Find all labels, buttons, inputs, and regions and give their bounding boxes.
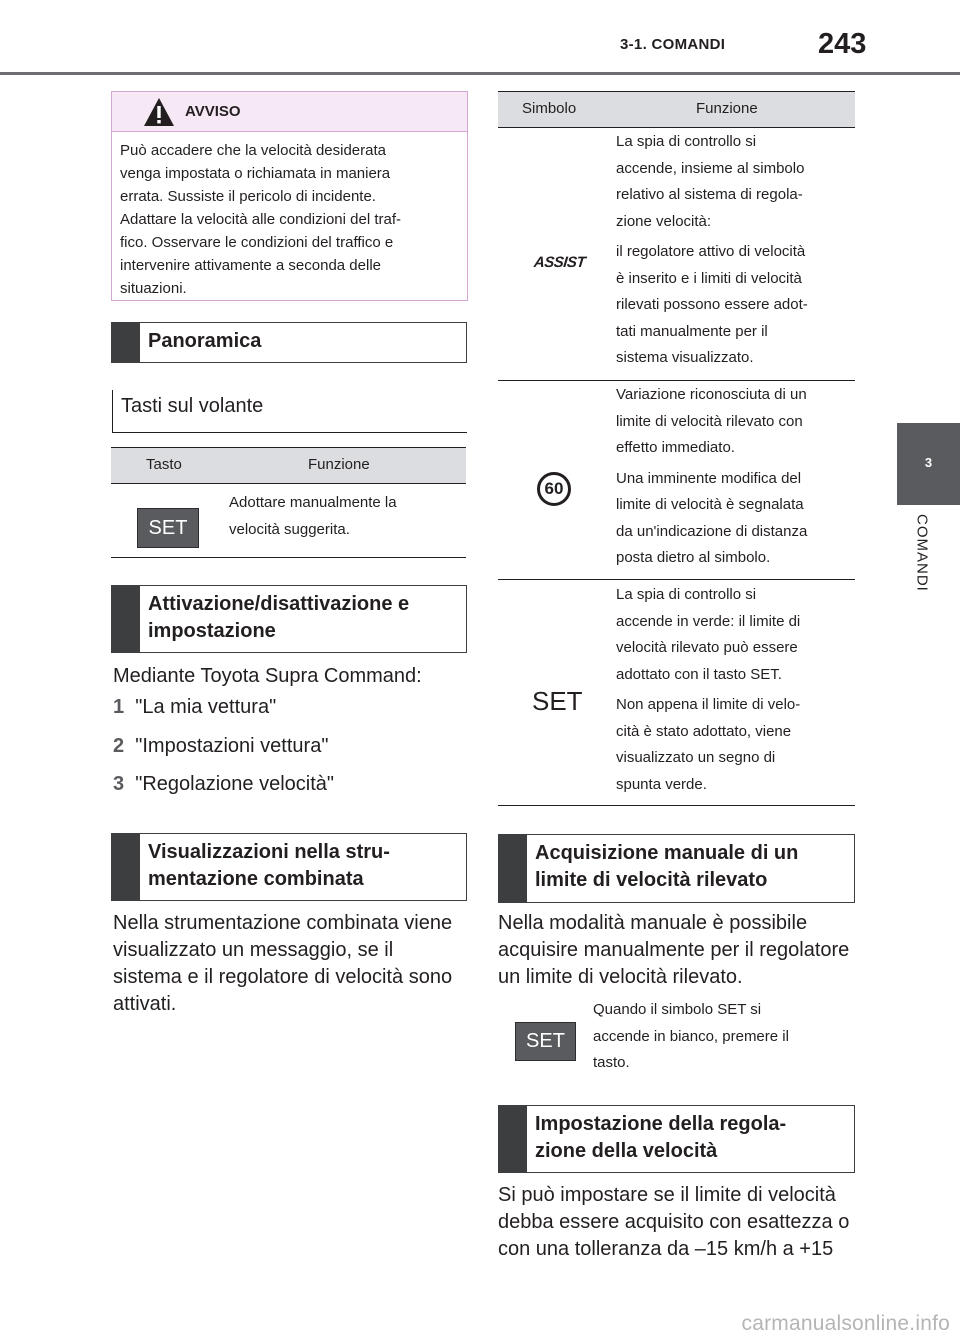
subheading-steering-keys: Tasti sul volante [112, 390, 467, 433]
set-symbol: SET [532, 686, 583, 716]
table-divider [498, 805, 855, 806]
page-number: 243 [818, 28, 867, 60]
warning-box [111, 91, 468, 301]
heading-display: Visualizzazioni nella stru- mentazione combinata [111, 833, 467, 901]
chapter-label: COMANDI [913, 514, 931, 592]
display-text: Nella strumentazione combinata viene visualizzato un messaggio, se il sistema e il regolatore di velocità sono attivati. [113, 912, 453, 1015]
setting-text: Si può impostare se il limite di velocità debba essere acquisito con esattezza o con una tolleranza da –15 km/h a +15 [498, 1184, 850, 1260]
intro-text: Mediante Toyota Supra Command: [113, 665, 422, 687]
warning-title: AVVISO [185, 103, 241, 120]
set-key-icon: SET [515, 1022, 576, 1061]
step-2: 2 "Impostazioni vettura" [113, 735, 329, 757]
speed-limit-60-icon: 60 [537, 472, 571, 506]
keys-table-function: Adottare manualmente la velocità suggerita. [229, 494, 397, 538]
header-divider [0, 72, 960, 75]
warning-header [112, 92, 467, 132]
manual-text: Nella modalità manuale è possibile acquisire manualmente per il regolatore un limite di velocità rilevato. [498, 912, 850, 988]
symbol-row-assist: La spia di controllo si accende, insieme al simbolo relativo al sistema di regola- zione velocità: il regolatore attivo di velocità è inserito e i limiti di velocità rilevati possono essere adot- tati manualmente per il sistema visualizzato. [616, 133, 808, 366]
heading-manual-acquisition: Acquisizione manuale di un limite di velocità rilevato [498, 834, 855, 903]
set-key-icon: SET [137, 508, 199, 548]
symbol-row-60: Variazione riconosciuta di un limite di velocità rilevato con effetto immediato. Una imminente modifica del limite di velocità è segnalata da un'indicazione di distanza posta dietro al simbolo. [616, 386, 808, 566]
symbols-table-header: Simbolo Funzione [498, 91, 855, 128]
step-1: 1 "La mia vettura" [113, 696, 277, 718]
symbol-row-set: La spia di controllo si accende in verde: il limite di velocità rilevato può essere adottato con il tasto SET. Non appena il limite di velo- cità è stato adottato, viene visualizzato un segno di spunta verde. [616, 586, 801, 793]
assist-symbol: ASSIST [533, 254, 587, 271]
heading-speed-setting: Impostazione della regola- zione della velocità [498, 1105, 855, 1173]
heading-overview: Panoramica [111, 322, 467, 363]
watermark: carmanualsonline.info [741, 1312, 950, 1335]
table-divider [498, 380, 855, 381]
manual-item-text: Quando il simbolo SET si accende in bianco, premere il tasto. [593, 1001, 789, 1071]
heading-activation: Attivazione/disattivazione e impostazione [111, 585, 467, 653]
keys-table-header: Tasto Funzione [111, 447, 466, 484]
heading-bar [112, 323, 140, 362]
chapter-tab[interactable]: 3 [897, 423, 960, 505]
step-3: 3 "Regolazione velocità" [113, 773, 335, 795]
table-divider [111, 557, 466, 558]
section-title: 3-1. COMANDI [620, 36, 726, 53]
table-divider [498, 579, 855, 580]
warning-triangle-icon [143, 97, 175, 127]
warning-text: Può accadere che la velocità desiderata venga impostata o richiamata in maniera errata. Sussiste il pericolo di incidente. Adattare la velocità alle condizioni del traf- fico. Osservare le condizioni del traffico e intervenire attivamente a seconda delle situazioni. [120, 142, 401, 297]
